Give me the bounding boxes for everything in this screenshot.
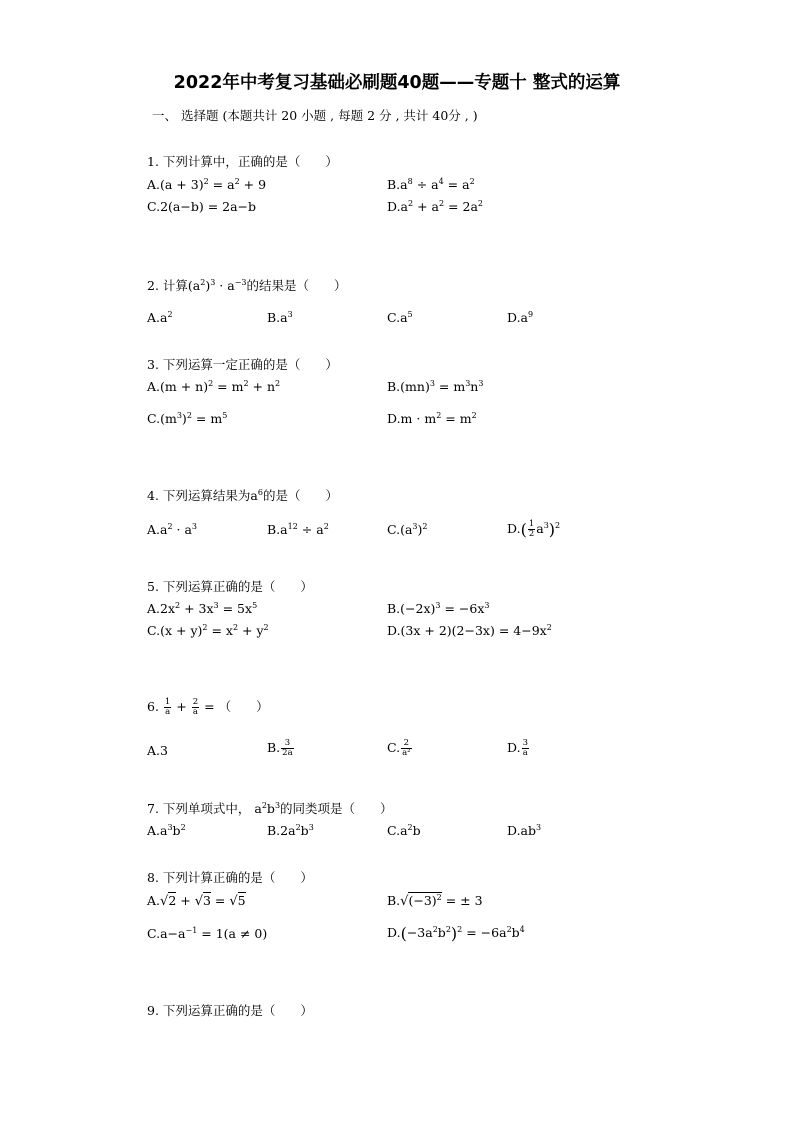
option-c[interactable]: $C.a^5$ bbox=[387, 310, 413, 325]
question-stem: 9. 下列运算正确的是（ ） bbox=[147, 1003, 313, 1018]
option-d[interactable]: $D.ab^3$ bbox=[507, 823, 542, 838]
option-b[interactable]: $B.2a^2b^3$ bbox=[267, 823, 314, 838]
option-a[interactable]: A.√2 + √3 = √5 bbox=[147, 893, 246, 909]
option-c[interactable]: C.2(a−b) = 2a−b bbox=[147, 199, 257, 214]
question-stem: 5. 下列运算正确的是（ ） bbox=[147, 579, 313, 594]
option-c[interactable]: $C.(m^3)^2 = m^5$ bbox=[147, 411, 228, 426]
option-c[interactable]: C. $\frac{2}{\text{a²}}$ bbox=[387, 738, 411, 758]
option-a[interactable]: $A.(a + 3)^2 = a^2 + 9$ bbox=[147, 177, 267, 192]
question-stem: 6. $\frac{1}{a}$ + $\frac{2}{a}$ = （ ） bbox=[147, 697, 269, 717]
option-b[interactable]: $B.(mn)^3 = m^3n^3$ bbox=[387, 379, 484, 394]
option-c[interactable]: $C.a-a^{-1} = 1(a \ne 0)$ bbox=[147, 926, 268, 941]
option-d[interactable]: D. $\frac{3}{a}$ bbox=[507, 738, 528, 758]
question-stem: 8. 下列计算正确的是（ ） bbox=[147, 870, 313, 885]
option-d[interactable]: D.( $\frac{1}{2}$ $a^3)^2$ bbox=[507, 519, 561, 539]
option-a[interactable]: $A.a^3b^2$ bbox=[147, 823, 186, 838]
section-heading: 一、 选择题 (本题共计 20 小题 , 每题 2 分 , 共计 40分 , ) bbox=[152, 108, 478, 123]
question-stem: 7. 下列单项式中， $a^2b^3$的同类项是（ ） bbox=[147, 801, 393, 816]
option-d[interactable]: $D.m \cdot m^2 = m^2$ bbox=[387, 411, 477, 426]
option-b[interactable]: $B.a^8 \div a^4 = a^2$ bbox=[387, 177, 475, 192]
option-b[interactable]: $B.a^3$ bbox=[267, 310, 293, 325]
question-stem: 3. 下列运算一定正确的是（ ） bbox=[147, 357, 338, 372]
option-c[interactable]: $C.(x + y)^2 = x^2 + y^2$ bbox=[147, 623, 269, 638]
question-stem: 1. 下列计算中，正确的是（ ） bbox=[147, 154, 338, 169]
option-c[interactable]: $C.a^2b$ bbox=[387, 823, 421, 838]
option-a[interactable]: $A.2x^2 + 3x^3 = 5x^5$ bbox=[147, 601, 258, 616]
option-d[interactable]: $D.a^9$ bbox=[507, 310, 534, 325]
option-a[interactable]: $A.a^2$ bbox=[147, 310, 173, 325]
question-stem: 4. 下列运算结果为$a^6$的是（ ） bbox=[147, 488, 338, 503]
option-a[interactable]: $A.(m + n)^2 = m^2 + n^2$ bbox=[147, 379, 281, 394]
option-a[interactable]: $A.a^2 \cdot a^3$ bbox=[147, 522, 198, 537]
option-d[interactable]: $D.(-3a^2b^2)^2 = -6a^2b^4$ bbox=[387, 924, 525, 943]
option-d[interactable]: $D.(3x + 2)(2-3x) = 4-9x^2$ bbox=[387, 623, 552, 638]
question-stem: 2. 计算$(a^2)^3 \cdot a^{-3}$的结果是（ ） bbox=[147, 278, 347, 293]
option-a[interactable]: A.3 bbox=[147, 743, 168, 758]
page-title: 2022年中考复习基础必刷题40题——专题十 整式的运算 bbox=[173, 73, 621, 93]
option-c[interactable]: $C.(a^3)^2$ bbox=[387, 522, 428, 537]
option-b[interactable]: $B.√(-3)^2$ = ± 3 bbox=[387, 893, 483, 909]
option-b[interactable]: $B.(-2x)^3 = -6x^3$ bbox=[387, 601, 490, 616]
option-b[interactable]: $B.a^{12} \div a^2$ bbox=[267, 522, 329, 537]
option-d[interactable]: $D.a^2 + a^2 = 2a^2$ bbox=[387, 199, 483, 214]
option-b[interactable]: B. $\frac{3}{2a}$ bbox=[267, 738, 293, 758]
